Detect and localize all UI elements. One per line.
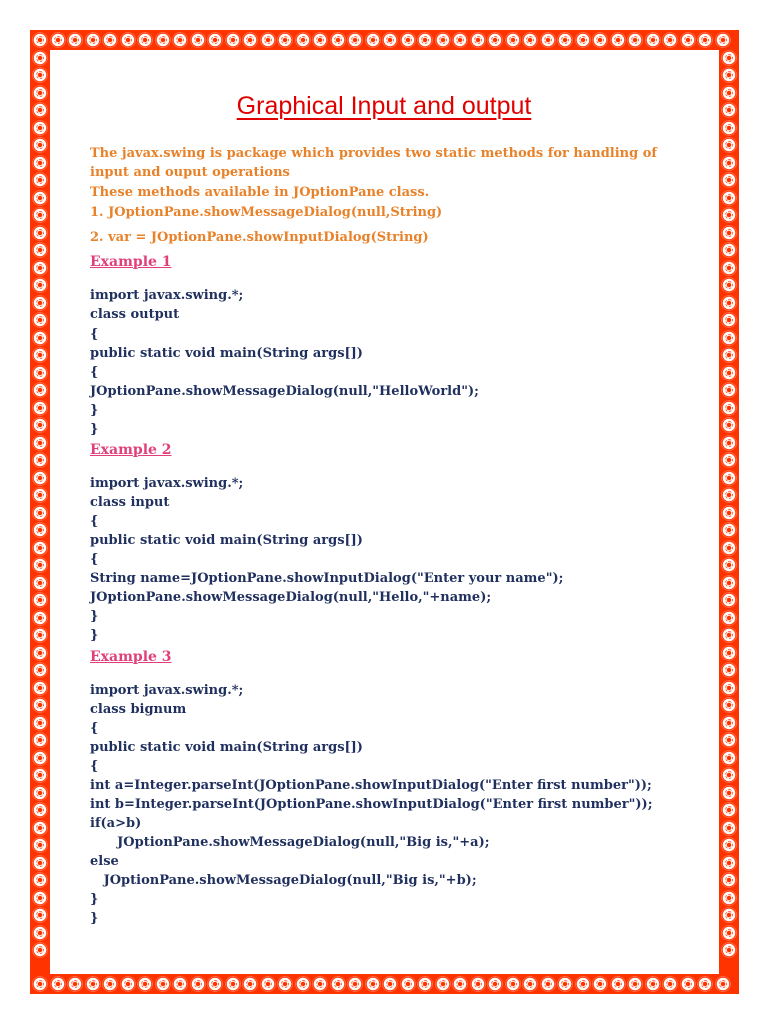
flower-icon (401, 977, 415, 991)
flower-icon (33, 593, 47, 607)
flower-icon (33, 278, 47, 292)
flower-icon (313, 33, 327, 47)
code-line: } (90, 911, 99, 926)
flower-icon (663, 33, 677, 47)
code-line: { (90, 365, 99, 380)
flower-icon (68, 977, 82, 991)
flower-icon (722, 628, 736, 642)
flower-icon (173, 977, 187, 991)
flower-icon (681, 977, 695, 991)
flower-icon (33, 313, 47, 327)
flower-icon (722, 558, 736, 572)
flower-icon (103, 33, 117, 47)
flower-icon (33, 488, 47, 502)
flower-icon (523, 33, 537, 47)
flower-icon (722, 471, 736, 485)
example-3-heading: Example 3 (90, 649, 172, 665)
flower-icon (33, 401, 47, 415)
flower-icon (33, 768, 47, 782)
flower-icon (33, 716, 47, 730)
code-line: import javax.swing.*; (90, 683, 244, 698)
flower-icon (208, 33, 222, 47)
code-line: } (90, 609, 99, 624)
code-line: { (90, 327, 99, 342)
code-line: int a=Integer.parseInt(JOptionPane.showInputDialog("Enter first number")); (90, 778, 652, 793)
flower-icon (33, 173, 47, 187)
code-line: JOptionPane.showMessageDialog(null,"HelloWorld"); (90, 384, 479, 399)
code-line: { (90, 759, 99, 774)
flower-icon (33, 541, 47, 555)
flower-icon (226, 33, 240, 47)
code-line: } (90, 403, 99, 418)
flower-icon (418, 33, 432, 47)
flower-icon (471, 33, 485, 47)
flower-icon (716, 977, 730, 991)
flower-icon (366, 33, 380, 47)
flower-icon (33, 156, 47, 170)
code-line: JOptionPane.showMessageDialog(null,"Hello,"+name); (90, 590, 492, 605)
flower-icon (138, 977, 152, 991)
flower-icon (33, 977, 47, 991)
flower-icon (646, 977, 660, 991)
flower-icon (646, 33, 660, 47)
flower-icon (33, 453, 47, 467)
intro-line: 2. var = JOptionPane.showInputDialog(String) (90, 230, 429, 245)
flower-icon (436, 33, 450, 47)
flower-icon (33, 943, 47, 957)
flower-icon (278, 977, 292, 991)
flower-icon (722, 191, 736, 205)
flower-icon (243, 977, 257, 991)
flower-icon (722, 663, 736, 677)
flower-icon (261, 33, 275, 47)
flower-icon (33, 348, 47, 362)
flower-icon (541, 33, 555, 47)
flower-icon (611, 977, 625, 991)
code-line: class input (90, 495, 170, 510)
flower-icon (593, 33, 607, 47)
flower-icon (722, 803, 736, 817)
flower-icon (722, 226, 736, 240)
flower-icon (121, 33, 135, 47)
flower-icon (716, 33, 730, 47)
flower-icon (436, 977, 450, 991)
flower-icon (722, 681, 736, 695)
code-line: public static void main(String args[]) (90, 533, 363, 548)
flower-icon (33, 856, 47, 870)
flower-icon (722, 296, 736, 310)
flower-icon (722, 348, 736, 362)
flower-icon (173, 33, 187, 47)
flower-icon (33, 611, 47, 625)
flower-icon (138, 33, 152, 47)
flower-icon (33, 208, 47, 222)
flower-icon (722, 768, 736, 782)
flower-icon (33, 383, 47, 397)
flower-icon (722, 418, 736, 432)
intro-line: 1. JOptionPane.showMessageDialog(null,String) (90, 205, 443, 220)
flower-icon (698, 977, 712, 991)
flower-icon (722, 121, 736, 135)
flower-icon (453, 977, 467, 991)
flower-icon (722, 541, 736, 555)
flower-icon (33, 226, 47, 240)
flower-icon (722, 173, 736, 187)
flower-icon (33, 506, 47, 520)
flower-icon (33, 663, 47, 677)
flower-icon (471, 977, 485, 991)
flower-icon (558, 977, 572, 991)
flower-icon (33, 418, 47, 432)
code-line: class output (90, 307, 180, 322)
flower-icon (722, 716, 736, 730)
flower-icon (33, 523, 47, 537)
flower-icon (33, 908, 47, 922)
code-line: } (90, 892, 99, 907)
code-line: { (90, 552, 99, 567)
code-line: JOptionPane.showMessageDialog(null,"Big is,"+b); (90, 873, 477, 888)
flower-icon (722, 593, 736, 607)
flower-icon (208, 977, 222, 991)
flower-icon (722, 278, 736, 292)
flower-icon (722, 891, 736, 905)
flower-icon (722, 733, 736, 747)
flower-icon (348, 33, 362, 47)
flower-icon (33, 243, 47, 257)
flower-icon (33, 33, 47, 47)
flower-icon (33, 68, 47, 82)
code-line: public static void main(String args[]) (90, 740, 363, 755)
flower-icon (33, 121, 47, 135)
flower-icon (722, 943, 736, 957)
flower-icon (722, 856, 736, 870)
flower-icon (51, 977, 65, 991)
code-line: public static void main(String args[]) (90, 346, 363, 361)
flower-icon (722, 576, 736, 590)
flower-icon (33, 628, 47, 642)
flower-icon (418, 977, 432, 991)
flower-icon (722, 506, 736, 520)
flower-icon (576, 33, 590, 47)
flower-icon (278, 33, 292, 47)
flower-icon (722, 611, 736, 625)
flower-icon (722, 208, 736, 222)
code-line: { (90, 721, 99, 736)
flower-icon (722, 156, 736, 170)
code-line: import javax.swing.*; (90, 476, 244, 491)
flower-icon (722, 453, 736, 467)
flower-icon (33, 751, 47, 765)
flower-icon (722, 786, 736, 800)
flower-icon (33, 873, 47, 887)
flower-icon (401, 33, 415, 47)
flower-icon (86, 33, 100, 47)
code-line: String name=JOptionPane.showInputDialog("Enter your name"); (90, 571, 564, 586)
flower-icon (156, 977, 170, 991)
flower-icon (33, 138, 47, 152)
code-line: JOptionPane.showMessageDialog(null,"Big is,"+a); (90, 835, 490, 850)
flower-icon (453, 33, 467, 47)
flower-icon (488, 977, 502, 991)
flower-icon (33, 698, 47, 712)
flower-icon (383, 33, 397, 47)
flower-icon (331, 33, 345, 47)
flower-icon (506, 33, 520, 47)
flower-icon (33, 296, 47, 310)
intro-line: These methods available in JOptionPane class. (90, 185, 430, 200)
code-line: if(a>b) (90, 816, 142, 831)
flower-icon (33, 331, 47, 345)
flower-icon (331, 977, 345, 991)
example-1-heading: Example 1 (90, 254, 172, 270)
flower-icon (33, 786, 47, 800)
flower-icon (33, 261, 47, 275)
code-line: } (90, 422, 99, 437)
intro-line: input and ouput operations (90, 165, 290, 180)
flower-icon (51, 33, 65, 47)
flower-icon (722, 838, 736, 852)
flower-icon (488, 33, 502, 47)
flower-icon (33, 51, 47, 65)
flower-icon (33, 733, 47, 747)
flower-icon (722, 243, 736, 257)
flower-icon (121, 977, 135, 991)
flower-icon (383, 977, 397, 991)
flower-icon (33, 576, 47, 590)
flower-icon (576, 977, 590, 991)
flower-icon (33, 366, 47, 380)
flower-icon (681, 33, 695, 47)
flower-icon (33, 838, 47, 852)
flower-icon (698, 33, 712, 47)
flower-icon (33, 681, 47, 695)
example-2-heading: Example 2 (90, 442, 172, 458)
flower-icon (313, 977, 327, 991)
flower-icon (33, 471, 47, 485)
flower-icon (722, 51, 736, 65)
flower-icon (722, 821, 736, 835)
flower-icon (722, 751, 736, 765)
flower-icon (226, 977, 240, 991)
intro-line: The javax.swing is package which provides two static methods for handling of (90, 146, 658, 161)
flower-icon (366, 977, 380, 991)
flower-icon (86, 977, 100, 991)
flower-icon (722, 523, 736, 537)
flower-icon (722, 698, 736, 712)
flower-icon (103, 977, 117, 991)
flower-icon (628, 977, 642, 991)
flower-icon (296, 977, 310, 991)
flower-icon (243, 33, 257, 47)
flower-icon (33, 821, 47, 835)
flower-icon (722, 488, 736, 502)
flower-icon (722, 401, 736, 415)
flower-icon (611, 33, 625, 47)
code-line: class bignum (90, 702, 187, 717)
flower-icon (722, 331, 736, 345)
flower-icon (722, 908, 736, 922)
flower-icon (33, 803, 47, 817)
flower-icon (722, 436, 736, 450)
flower-icon (296, 33, 310, 47)
flower-icon (191, 33, 205, 47)
code-line: { (90, 514, 99, 529)
flower-icon (33, 926, 47, 940)
flower-icon (68, 33, 82, 47)
flower-icon (722, 261, 736, 275)
flower-icon (722, 646, 736, 660)
flower-icon (506, 977, 520, 991)
flower-icon (261, 977, 275, 991)
flower-icon (541, 977, 555, 991)
flower-icon (722, 366, 736, 380)
flower-icon (33, 646, 47, 660)
code-line: else (90, 854, 119, 869)
flower-icon (722, 873, 736, 887)
code-line: } (90, 628, 99, 643)
flower-icon (722, 68, 736, 82)
page-title: Graphical Input and output (236, 92, 532, 120)
code-line: import javax.swing.*; (90, 288, 244, 303)
flower-icon (156, 33, 170, 47)
flower-icon (722, 313, 736, 327)
flower-icon (628, 33, 642, 47)
flower-icon (33, 191, 47, 205)
flower-icon (663, 977, 677, 991)
flower-icon (722, 926, 736, 940)
code-line: int b=Integer.parseInt(JOptionPane.showInputDialog("Enter first number")); (90, 797, 653, 812)
flower-icon (33, 436, 47, 450)
flower-icon (33, 558, 47, 572)
flower-icon (523, 977, 537, 991)
flower-icon (191, 977, 205, 991)
flower-icon (722, 138, 736, 152)
flower-icon (593, 977, 607, 991)
flower-icon (348, 977, 362, 991)
flower-icon (33, 891, 47, 905)
flower-icon (722, 383, 736, 397)
flower-icon (558, 33, 572, 47)
